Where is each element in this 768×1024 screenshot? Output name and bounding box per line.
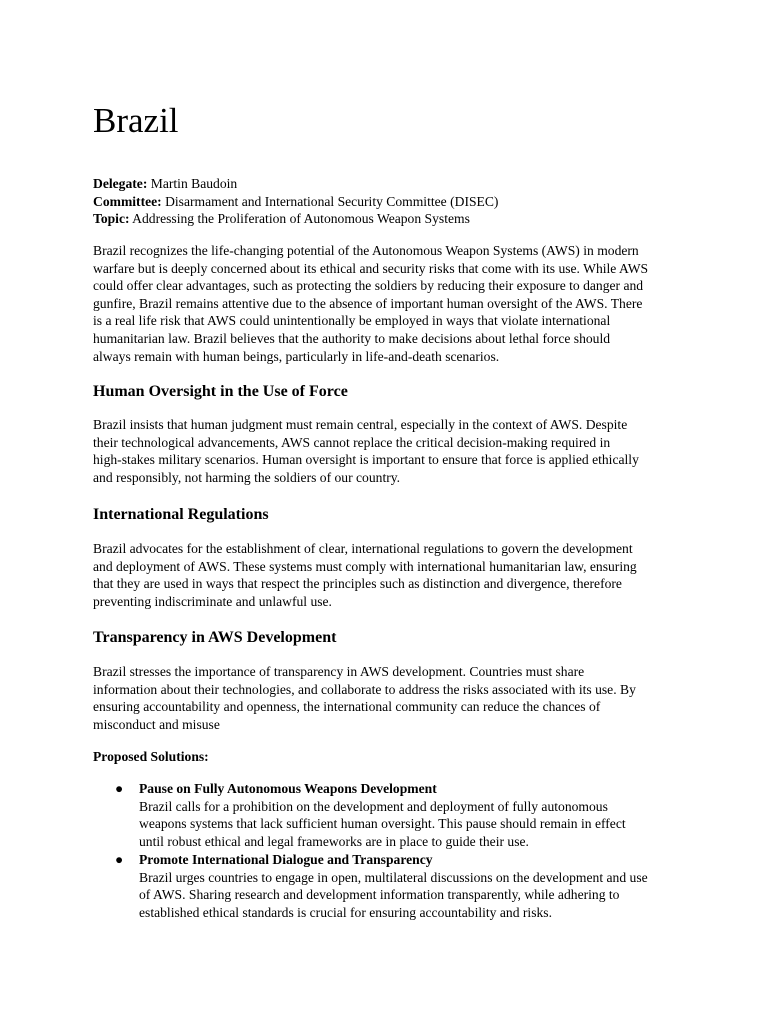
document-meta [93,175,498,228]
solution-item-line: until robust ethical and legal frameworks are in place to guide their use. [139,833,529,849]
paragraph-line: and deployment of AWS. These systems must comply with international humanitarian law, ensuring [93,558,637,574]
section-heading-international-regulations: International Regulations [93,506,269,523]
paragraph-line: high-stakes military scenarios. Human oversight is important to ensure that force is applied ethically [93,452,639,468]
solution-item-line: Brazil urges countries to engage in open, multilateral discussions on the development and use [139,869,648,885]
committee-value: Disarmament and International Security Committee (DISEC) [161,193,499,209]
delegate-key: Delegate: [93,176,148,191]
section-heading-transparency: Transparency in AWS Development [93,629,337,646]
section-paragraph-transparency [93,663,673,733]
delegate-line [93,175,498,193]
proposed-solutions-label: Proposed Solutions: [93,749,209,764]
paragraph-line: Brazil advocates for the establishment of clear, international regulations to govern the development [93,541,633,556]
solution-item-line: of AWS. Sharing research and development information transparently, while adhering to [139,887,620,903]
paragraph-line: their technological advancements, AWS cannot replace the critical decision-making required in [93,434,611,450]
paragraph-line: information about their technologies, and collaborate to address the risks associated with its use. By [93,681,636,697]
paragraph-line: preventing indiscriminate and unlawful use. [93,593,332,609]
solution-item-pause [139,780,679,850]
solution-item-line: weapons systems that lack sufficient human oversight. This pause should remain in effect [139,816,626,832]
section-heading-human-oversight: Human Oversight in the Use of Force [93,383,348,400]
solution-item-dialogue [139,851,679,921]
paragraph-line: misconduct and misuse [93,716,220,732]
section-paragraph-international-regulations [93,540,673,610]
committee-line [93,193,498,211]
solution-item-title: Pause on Fully Autonomous Weapons Development [139,781,437,796]
paragraph-line: Brazil recognizes the life-changing potential of the Autonomous Weapon Systems (AWS) in modern [93,243,639,258]
topic-value: Addressing the Proliferation of Autonomous Weapon Systems [129,211,470,227]
document-title: Brazil [93,101,179,140]
solution-item-title: Promote International Dialogue and Transparency [139,852,433,867]
solution-item-line: Brazil calls for a prohibition on the development and deployment of fully autonomous [139,798,608,814]
topic-key: Topic: [93,211,130,227]
topic-line [93,210,498,228]
paragraph-line: ensuring accountability and openness, the international community can reduce the chances of [93,699,601,715]
paragraph-line: warfare but is deeply concerned about its ethical and security risks that come with its use. While AWS [93,260,649,276]
intro-paragraph [93,242,673,365]
paragraph-line: always remain with human beings, particularly in life-and-death scenarios. [93,348,500,364]
bullet-icon: ● [115,852,124,867]
paragraph-line: Brazil stresses the importance of transparency in AWS development. Countries must share [93,664,585,679]
paragraph-line: that they are used in ways that respect the principles such as distinction and divergence, therefore [93,576,622,592]
section-paragraph-human-oversight [93,416,673,486]
paragraph-line: gunfire, Brazil remains attentive due to the absence of important human oversight of the AWS. There [93,295,643,311]
bullet-icon: ● [115,781,124,796]
paragraph-line: humanitarian law. Brazil believes that the authority to make decisions about lethal force should [93,330,611,346]
paragraph-line: could offer clear advantages, such as protecting the soldiers by reducing their exposure to danger and [93,278,644,294]
delegate-value: Martin Baudoin [147,176,238,191]
paragraph-line: is a real life risk that AWS could unintentionally be employed in ways that violate international [93,313,611,329]
solution-item-line: established ethical standards is crucial for ensuring accountability and risks. [139,904,552,920]
paragraph-line: Brazil insists that human judgment must remain central, especially in the context of AWS. Despite [93,417,628,432]
paragraph-line: and responsibly, not harming the soldiers of our country. [93,469,401,485]
committee-key: Committee: [93,193,162,209]
